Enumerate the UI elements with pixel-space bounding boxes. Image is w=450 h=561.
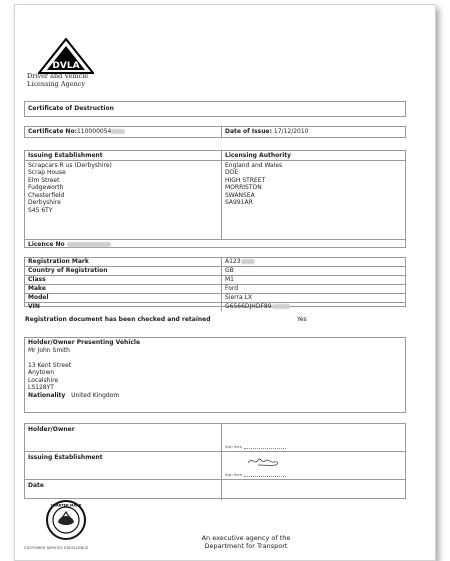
authority-line: HIGH STREET	[225, 176, 266, 184]
agency-name	[27, 72, 88, 88]
vehicle-row	[25, 285, 405, 294]
establishment-line: Fudgeworth	[28, 184, 64, 191]
vehicle-value: Ford	[225, 285, 239, 292]
document-check-value: Yes	[297, 316, 307, 323]
holder-box	[24, 337, 406, 413]
logo-text: DVLA	[52, 61, 80, 71]
holder-owner-label: Holder/Owner	[25, 424, 222, 451]
vehicle-row	[25, 267, 405, 276]
vehicle-label: Make	[25, 285, 222, 293]
authority-line: SWANSEA	[225, 191, 255, 199]
authority-header: Licensing Authority	[222, 152, 405, 161]
cert-no-label: Certificate No:	[28, 128, 77, 135]
redacted-mark	[272, 304, 290, 309]
seal-text: CHARTER MARK	[50, 503, 82, 508]
vehicle-value: M1	[225, 276, 234, 283]
establishment-header: Issuing Establishment	[25, 152, 221, 161]
vehicle-label: Class	[25, 276, 222, 284]
sign-here-label: Sign Here	[225, 473, 243, 477]
cert-number-box	[24, 126, 406, 138]
vehicle-label: Country of Registration	[25, 267, 222, 275]
holder-name: Mr John Smith	[28, 346, 70, 354]
holder-address-line: Localshire	[28, 376, 59, 384]
vehicle-row	[25, 294, 405, 303]
vehicle-value: Sierra LX	[225, 294, 253, 301]
sign-here-label: Sign Here	[225, 445, 243, 449]
document-check	[25, 316, 307, 323]
charter-mark-seal	[46, 500, 86, 544]
establishment-line: Chesterfield	[28, 191, 65, 199]
signature-scribble	[246, 454, 280, 468]
issuing-establishment-label: Issuing Establishment	[25, 452, 222, 479]
redacted-licence	[67, 242, 111, 247]
authority-line: DOE	[225, 169, 239, 176]
vehicle-row	[25, 276, 405, 285]
cse-label: CUSTOMER SERVICE EXCELLENCE	[24, 546, 89, 550]
establishment-line: S45 6TY	[28, 206, 53, 214]
agency-line1: Driver and Vehicle	[27, 72, 89, 80]
charter-mark-icon	[46, 500, 86, 540]
holder-address-line: LS128YT	[28, 384, 54, 391]
date-signature-label: Date	[25, 480, 222, 500]
holder-address-line: Anytown	[28, 369, 55, 376]
holder-address-line: 13 Kent Street	[28, 361, 72, 369]
nationality-label: Nationality	[28, 391, 66, 399]
footer-line1: An executive agency of the	[201, 534, 291, 542]
authority-line: SA991AR	[225, 199, 253, 206]
holder-signature-line	[244, 448, 286, 449]
establishment-signature-line	[244, 476, 286, 477]
establishment-line: Scrapcars R us (Derbyshire)	[28, 161, 112, 169]
authority-line: England and Wales	[225, 161, 283, 169]
title-box	[24, 101, 406, 117]
cert-no-value: 110000054	[76, 128, 112, 135]
vehicle-box	[24, 257, 406, 310]
footer-line2: Department for Transport	[204, 542, 288, 550]
vehicle-value: G6566DJHDF89	[225, 303, 272, 310]
establishment-line: Elm Street	[28, 176, 60, 184]
vehicle-value: A123	[225, 258, 241, 265]
vehicle-label: Model	[25, 294, 222, 302]
signature-box	[24, 423, 406, 499]
vehicle-row	[25, 258, 405, 267]
vehicle-value: GB	[225, 267, 234, 274]
date-value: 17/12/2010	[273, 128, 309, 135]
footer-text	[176, 534, 316, 550]
establishment-line: Derbyshire	[28, 199, 61, 206]
redacted-mark	[241, 259, 255, 264]
nationality-value: United Kingdom	[71, 391, 120, 399]
vehicle-label: VIN	[25, 303, 222, 311]
vehicle-label: Registration Mark	[25, 258, 222, 266]
vehicle-row	[25, 303, 405, 311]
establishment-line: Scrap House	[28, 169, 66, 176]
redacted-mark	[111, 129, 125, 134]
establishment-box	[24, 150, 406, 248]
document-title: Certificate of Destruction	[28, 105, 114, 112]
document-check-label: Registration document has been checked and retained	[25, 316, 211, 323]
authority-line: MORRISTON	[225, 184, 262, 191]
agency-line2: Licensing Agency	[27, 80, 86, 88]
licence-label: Licence No	[28, 241, 65, 248]
date-label: Date of Issue:	[225, 128, 272, 135]
dvla-logo	[38, 38, 118, 74]
holder-header: Holder/Owner Presenting Vehicle	[28, 339, 141, 346]
dvla-triangle-icon	[38, 38, 94, 74]
